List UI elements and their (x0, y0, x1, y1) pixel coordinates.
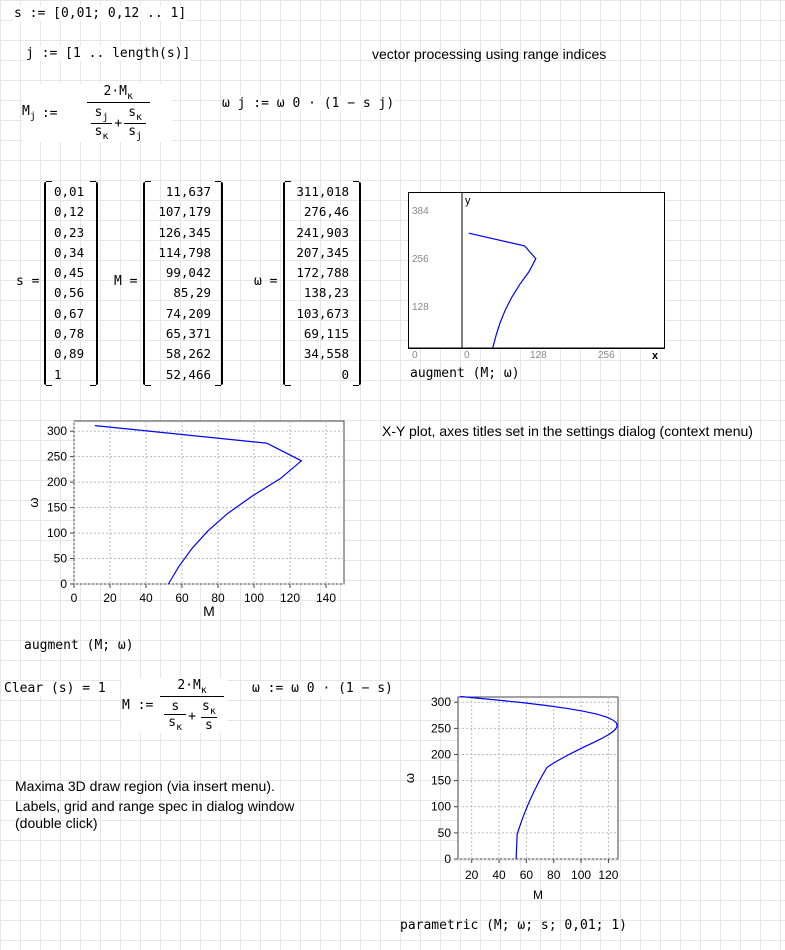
matrix-cell: 74,209 (165, 305, 211, 321)
plot-area (74, 421, 344, 584)
x-tick-label: 60 (175, 591, 189, 605)
matrix-cell: 0,78 (54, 326, 85, 342)
s-matrix[interactable] (44, 182, 98, 385)
x-tick-label: 40 (139, 591, 153, 605)
m-parametric-definition[interactable]: M := $2\cdot M_к$ $\frac{s}{s_к}$ + $\frac{s_к}{s}$ (122, 678, 227, 733)
y-tick-label: 256 (412, 254, 429, 265)
y-tick-label: 300 (430, 695, 451, 710)
y-tick-label: 100 (430, 799, 451, 814)
x-tick-label: 60 (519, 868, 534, 882)
matrix-cell: 0 (341, 366, 349, 382)
matrix-cell: 114,798 (158, 244, 211, 260)
y-axis-label: ω (402, 772, 417, 784)
m-matrix-label: M = (114, 274, 138, 289)
omega-parametric-definition[interactable]: ω := ω 0 · (1 − s) (252, 681, 393, 696)
small-plot-caption: augment (M; ω) (410, 366, 520, 381)
matrix-cell: 0,12 (54, 204, 85, 220)
y-tick-label: 150 (430, 773, 451, 788)
matrix-cell: 85,29 (173, 285, 211, 301)
y-tick-label: 100 (46, 526, 67, 541)
matrix-cell: 103,673 (296, 305, 349, 321)
maxima-plot-caption: parametric (M; ω; s; 0,01; 1) (400, 918, 627, 933)
matrix-cell: 0,45 (54, 265, 85, 281)
x-axis-label: M (533, 888, 543, 902)
y-tick-label: 128 (412, 302, 429, 313)
matrix-cell: 207,345 (296, 244, 349, 260)
y-tick-label: 50 (437, 825, 451, 840)
assign-symbol: := (41, 105, 58, 121)
x-tick-label: 100 (571, 868, 592, 882)
y-tick-label: 0 (444, 852, 451, 866)
matrix-cell: 11,637 (165, 184, 211, 199)
native-plot[interactable] (408, 192, 666, 360)
matrix-cell: 0,01 (54, 184, 85, 199)
matrix-cell: 0,34 (54, 244, 85, 260)
xy-plot-caption: augment (M; ω) (24, 638, 134, 653)
clear-statement[interactable]: Clear (s) = 1 (4, 681, 106, 696)
matrix-cell: 276,46 (303, 204, 349, 220)
x-tick-label: 128 (530, 350, 547, 361)
matrix-cell: 0,56 (54, 285, 85, 301)
x-tick-label: 120 (279, 591, 301, 605)
vector-processing-note: vector processing using range indices (372, 46, 607, 62)
x-axis-label: M (203, 603, 215, 619)
xy-plot-note: X-Y plot, axes titles set in the settings dialog (context menu) (382, 423, 753, 439)
y-tick-label: 0 (412, 350, 418, 361)
xy-plot[interactable] (28, 418, 350, 628)
y-tick-label: 300 (46, 424, 67, 439)
s-definition[interactable]: s := [0,01; 0,12 .. 1] (14, 6, 187, 21)
m-definition[interactable] (22, 84, 173, 142)
y-tick-label: 250 (46, 449, 67, 464)
y-tick-label: 50 (53, 551, 67, 566)
x-tick-label: 0 (464, 350, 470, 361)
maxima-plot[interactable] (398, 688, 648, 910)
matrix-cell: 126,345 (158, 224, 211, 240)
omega-matrix-label: ω = (254, 274, 278, 289)
omega-definition[interactable]: ω j := ω 0 · (1 − s j) (222, 96, 395, 111)
x-tick-label: 140 (315, 591, 337, 605)
plot-frame (409, 193, 665, 349)
m-lhs: $M_j$ (22, 104, 36, 122)
y-tick-label: 384 (412, 206, 429, 217)
y-axis-label: ω (26, 497, 41, 508)
matrix-cell: 311,018 (296, 184, 349, 199)
plot-area (458, 697, 618, 859)
omega-matrix[interactable] (283, 182, 361, 385)
maxima-note-line1: Maxima 3D draw region (via insert menu). (15, 778, 275, 794)
y-tick-label: 250 (430, 721, 451, 736)
x-tick-label: 0 (70, 591, 78, 605)
maxima-note-line2: Labels, grid and range spec in dialog window (15, 798, 295, 814)
x-tick-label: 100 (243, 591, 265, 605)
m-matrix[interactable] (143, 182, 223, 385)
j-definition[interactable]: j := [1 .. length(s)] (26, 46, 191, 61)
matrix-cell: 58,262 (165, 346, 211, 362)
matrix-cell: 99,042 (165, 265, 211, 281)
s-matrix-label: s = (16, 274, 40, 289)
x-tick-label: 20 (464, 868, 479, 882)
matrix-cell: 107,179 (158, 204, 211, 220)
x-axis-name: x (652, 350, 659, 362)
matrix-cell: 69,115 (303, 326, 349, 342)
x-tick-label: 80 (211, 591, 225, 605)
m-fraction: $2\cdot M_к$ $\frac{s_j}{s_к}$ + $\frac{s_к}{s_j}$ (64, 84, 174, 142)
x-tick-label: 256 (598, 350, 615, 361)
maxima-note-line3: (double click) (15, 815, 98, 831)
x-tick-label: 80 (547, 868, 561, 882)
y-tick-label: 0 (60, 577, 67, 591)
matrix-cell: 138,23 (303, 285, 349, 301)
matrix-cell: 0,67 (54, 305, 85, 321)
y-axis-name: y (465, 195, 471, 207)
matrix-cell: 52,466 (165, 366, 211, 382)
x-tick-label: 120 (598, 868, 619, 882)
matrix-cell: 65,371 (165, 326, 211, 342)
matrix-cell: 1 (54, 366, 62, 382)
y-tick-label: 200 (46, 475, 67, 490)
y-tick-label: 150 (46, 500, 67, 515)
x-tick-label: 20 (103, 591, 117, 605)
matrix-cell: 34,558 (303, 346, 349, 362)
x-tick-label: 40 (492, 868, 506, 882)
y-tick-label: 200 (430, 747, 451, 762)
matrix-cell: 0,23 (54, 224, 85, 240)
matrix-cell: 172,788 (296, 265, 349, 281)
matrix-cell: 241,903 (296, 224, 349, 240)
matrix-cell: 0,89 (54, 346, 85, 362)
